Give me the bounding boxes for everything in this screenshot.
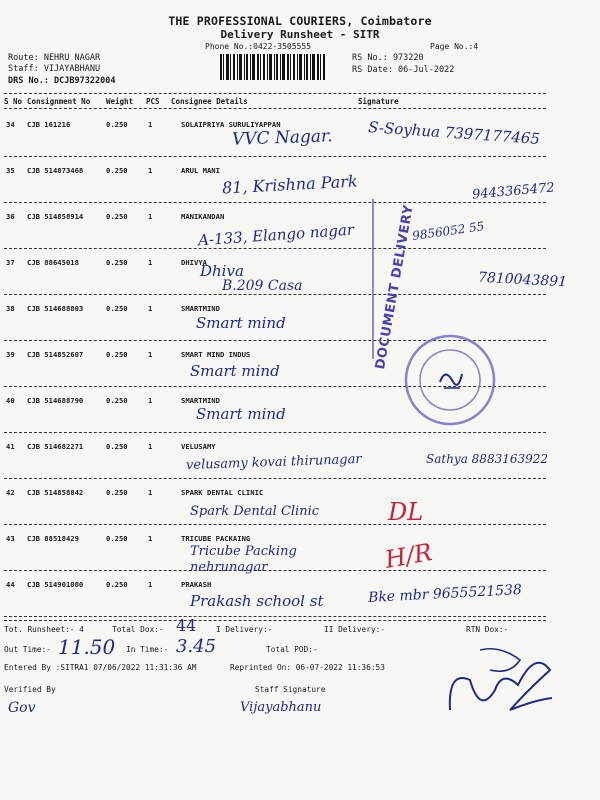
col-consignee: Consignee Details bbox=[171, 97, 248, 106]
document-delivery-stamp: DOCUMENT DELIVERY bbox=[373, 203, 417, 371]
in-time-label: In Time:- bbox=[126, 645, 169, 654]
row-divider bbox=[4, 294, 546, 295]
row-consignment: CJB 514852607 bbox=[27, 350, 84, 359]
row-consignment: CJB 88518429 bbox=[27, 534, 79, 543]
row-consignee: SPARK DENTAL CLINIC bbox=[181, 488, 264, 497]
ii-delivery-label: II Delivery:- bbox=[324, 625, 386, 634]
stamp-bracket bbox=[372, 199, 375, 359]
row-consignment: CJB 88645018 bbox=[27, 258, 79, 267]
row-consignee: SOLAIPRIYA SURULIYAPPAN bbox=[181, 120, 281, 129]
row-weight: 0.250 bbox=[106, 580, 128, 589]
row-sno: 36 bbox=[6, 212, 15, 221]
hw-row43-line2: nehrunagar bbox=[190, 560, 268, 575]
row-weight: 0.250 bbox=[106, 258, 128, 267]
row-pcs: 1 bbox=[148, 120, 153, 129]
hw-row40-text: Smart mind bbox=[196, 405, 286, 423]
row-weight: 0.250 bbox=[106, 120, 128, 129]
row-consignee: SMART MIND INDUS bbox=[181, 350, 251, 359]
hw-row41-signature: Sathya 8883163922 bbox=[426, 452, 549, 466]
row-pcs: 1 bbox=[148, 304, 153, 313]
header-bottom-rule bbox=[4, 108, 546, 109]
rs-number: RS No.: 973220 bbox=[352, 53, 424, 63]
hw-row34-address: VVC Nagar. bbox=[231, 126, 333, 150]
row-pcs: 1 bbox=[148, 396, 153, 405]
hw-row43-line1: Tricube Packing bbox=[190, 544, 297, 559]
row-divider bbox=[4, 478, 546, 479]
row-sno: 40 bbox=[6, 396, 15, 405]
row-weight: 0.250 bbox=[106, 442, 128, 451]
row-consignee: VELUSAMY bbox=[181, 442, 216, 451]
tot-runsheet: Tot. Runsheet:- 4 bbox=[4, 625, 84, 634]
scribble-signature bbox=[440, 640, 560, 730]
staff-signature-label: Staff Signature bbox=[255, 685, 326, 694]
col-consignment: Consignment No bbox=[27, 97, 91, 106]
row-sno: 37 bbox=[6, 258, 15, 267]
total-pod-label: Total POD:- bbox=[266, 645, 318, 654]
total-dox-value: 44 bbox=[176, 616, 197, 635]
hw-row34-signature: S-Soyhua 7397177465 bbox=[367, 118, 541, 148]
row-pcs: 1 bbox=[148, 442, 153, 451]
verified-by-label: Verified By bbox=[4, 685, 56, 694]
row-weight: 0.250 bbox=[106, 304, 128, 313]
row-weight: 0.250 bbox=[106, 488, 128, 497]
runsheet-subtitle: Delivery Runsheet - SITR bbox=[220, 28, 380, 41]
hw-row36-signature: 9856052 55 bbox=[411, 219, 486, 243]
row-sno: 38 bbox=[6, 304, 15, 313]
row-weight: 0.250 bbox=[106, 534, 128, 543]
row-pcs: 1 bbox=[148, 488, 153, 497]
col-weight: Weight bbox=[106, 97, 134, 106]
barcode-image bbox=[218, 52, 328, 82]
reprinted-on: Reprinted On: 06-07-2022 11:36:53 bbox=[230, 663, 385, 672]
rs-date: RS Date: 06-Jul-2022 bbox=[352, 65, 455, 75]
row-consignment: CJB 161216 bbox=[27, 120, 71, 129]
out-time-value: 11.50 bbox=[58, 635, 116, 659]
row-divider bbox=[4, 248, 546, 249]
row-consignee: SMARTMIND bbox=[181, 396, 220, 405]
header-top-rule bbox=[4, 93, 546, 94]
hw-row42-text: Spark Dental Clinic bbox=[190, 504, 320, 519]
row-sno: 43 bbox=[6, 534, 15, 543]
drs-number: DRS No.: DCJB97322004 bbox=[8, 76, 116, 86]
row-weight: 0.250 bbox=[106, 212, 128, 221]
row-consignee: MANIKANDAN bbox=[181, 212, 225, 221]
row-consignee: SMARTMIND bbox=[181, 304, 220, 313]
hw-row42-mark: DL bbox=[388, 498, 424, 526]
row-consignment: CJB 514901080 bbox=[27, 580, 84, 589]
company-title: THE PROFESSIONAL COURIERS, Coimbatore bbox=[168, 14, 432, 28]
page-number: Page No.:4 bbox=[430, 42, 479, 51]
row-sno: 42 bbox=[6, 488, 15, 497]
i-delivery-label: I Delivery:- bbox=[216, 625, 273, 634]
hw-row36-address: A-133, Elango nagar bbox=[197, 220, 355, 250]
row-pcs: 1 bbox=[148, 534, 153, 543]
row-consignee: DHIVYA bbox=[181, 258, 207, 267]
hw-row39-text: Smart mind bbox=[190, 362, 280, 380]
hw-row38-text: Smart mind bbox=[196, 314, 286, 332]
hw-row43-mark: H/R bbox=[382, 538, 435, 574]
hw-row44-signature: Bke mbr 9655521538 bbox=[367, 581, 523, 607]
in-time-value: 3.45 bbox=[176, 636, 217, 657]
row-consignee: PRAKASH bbox=[181, 580, 212, 589]
row-consignment: CJB 514858914 bbox=[27, 212, 84, 221]
row-sno: 35 bbox=[6, 166, 15, 175]
row-sno: 39 bbox=[6, 350, 15, 359]
footer-top-rule bbox=[4, 620, 546, 621]
row-consignment: CJB 514688803 bbox=[27, 304, 84, 313]
hw-row35-signature: 9443365472 bbox=[471, 180, 556, 203]
row-divider bbox=[4, 616, 546, 617]
staff-label: Staff: VIJAYABHANU bbox=[8, 64, 101, 74]
out-time-label: Out Time:- bbox=[4, 645, 51, 654]
row-weight: 0.250 bbox=[106, 166, 128, 175]
row-pcs: 1 bbox=[148, 350, 153, 359]
row-consignment: CJB 514688790 bbox=[27, 396, 84, 405]
hw-row37-address: B.209 Casa bbox=[222, 278, 303, 294]
row-pcs: 1 bbox=[148, 580, 153, 589]
hw-row35-address: 81, Krishna Park bbox=[221, 171, 359, 198]
rtn-dox-label: RTN Dox:- bbox=[466, 625, 509, 634]
hw-row37-signature: 7810043891 bbox=[477, 269, 568, 291]
row-sno: 34 bbox=[6, 120, 15, 129]
row-pcs: 1 bbox=[148, 166, 153, 175]
route-label: Route: NEHRU NAGAR bbox=[8, 53, 101, 63]
hw-row37-name: Dhiva bbox=[200, 262, 244, 280]
round-seal-stamp bbox=[400, 330, 500, 430]
phone-number: Phone No.:0422-3505555 bbox=[205, 42, 311, 51]
verified-signature: Gov bbox=[8, 700, 36, 716]
row-divider bbox=[4, 524, 546, 525]
row-divider bbox=[4, 432, 546, 433]
row-pcs: 1 bbox=[148, 258, 153, 267]
row-sno: 41 bbox=[6, 442, 15, 451]
row-sno: 44 bbox=[6, 580, 15, 589]
entered-by: Entered By :SITRA1 07/06/2022 11:31:36 AM bbox=[4, 663, 197, 672]
hw-row41-text: velusamy kovai thirunagar bbox=[185, 451, 362, 474]
row-consignment: CJB 514858842 bbox=[27, 488, 84, 497]
col-signature: Signature bbox=[358, 97, 399, 106]
row-weight: 0.250 bbox=[106, 396, 128, 405]
row-consignment: CJB 514682271 bbox=[27, 442, 84, 451]
col-sno: S No bbox=[4, 97, 23, 106]
row-consignment: CJB 514873468 bbox=[27, 166, 84, 175]
total-dox-label: Total Dox:- bbox=[112, 625, 164, 634]
staff-signature: Vijayabhanu bbox=[240, 700, 322, 715]
row-pcs: 1 bbox=[148, 212, 153, 221]
row-divider bbox=[4, 156, 546, 157]
row-consignee: ARUL MANI bbox=[181, 166, 220, 175]
hw-row44-text: Prakash school st bbox=[190, 592, 324, 610]
row-weight: 0.250 bbox=[106, 350, 128, 359]
row-consignee: TRICUBE PACKAING bbox=[181, 534, 251, 543]
row-divider bbox=[4, 570, 546, 571]
row-divider bbox=[4, 202, 546, 203]
col-pcs: PCS bbox=[146, 97, 160, 106]
